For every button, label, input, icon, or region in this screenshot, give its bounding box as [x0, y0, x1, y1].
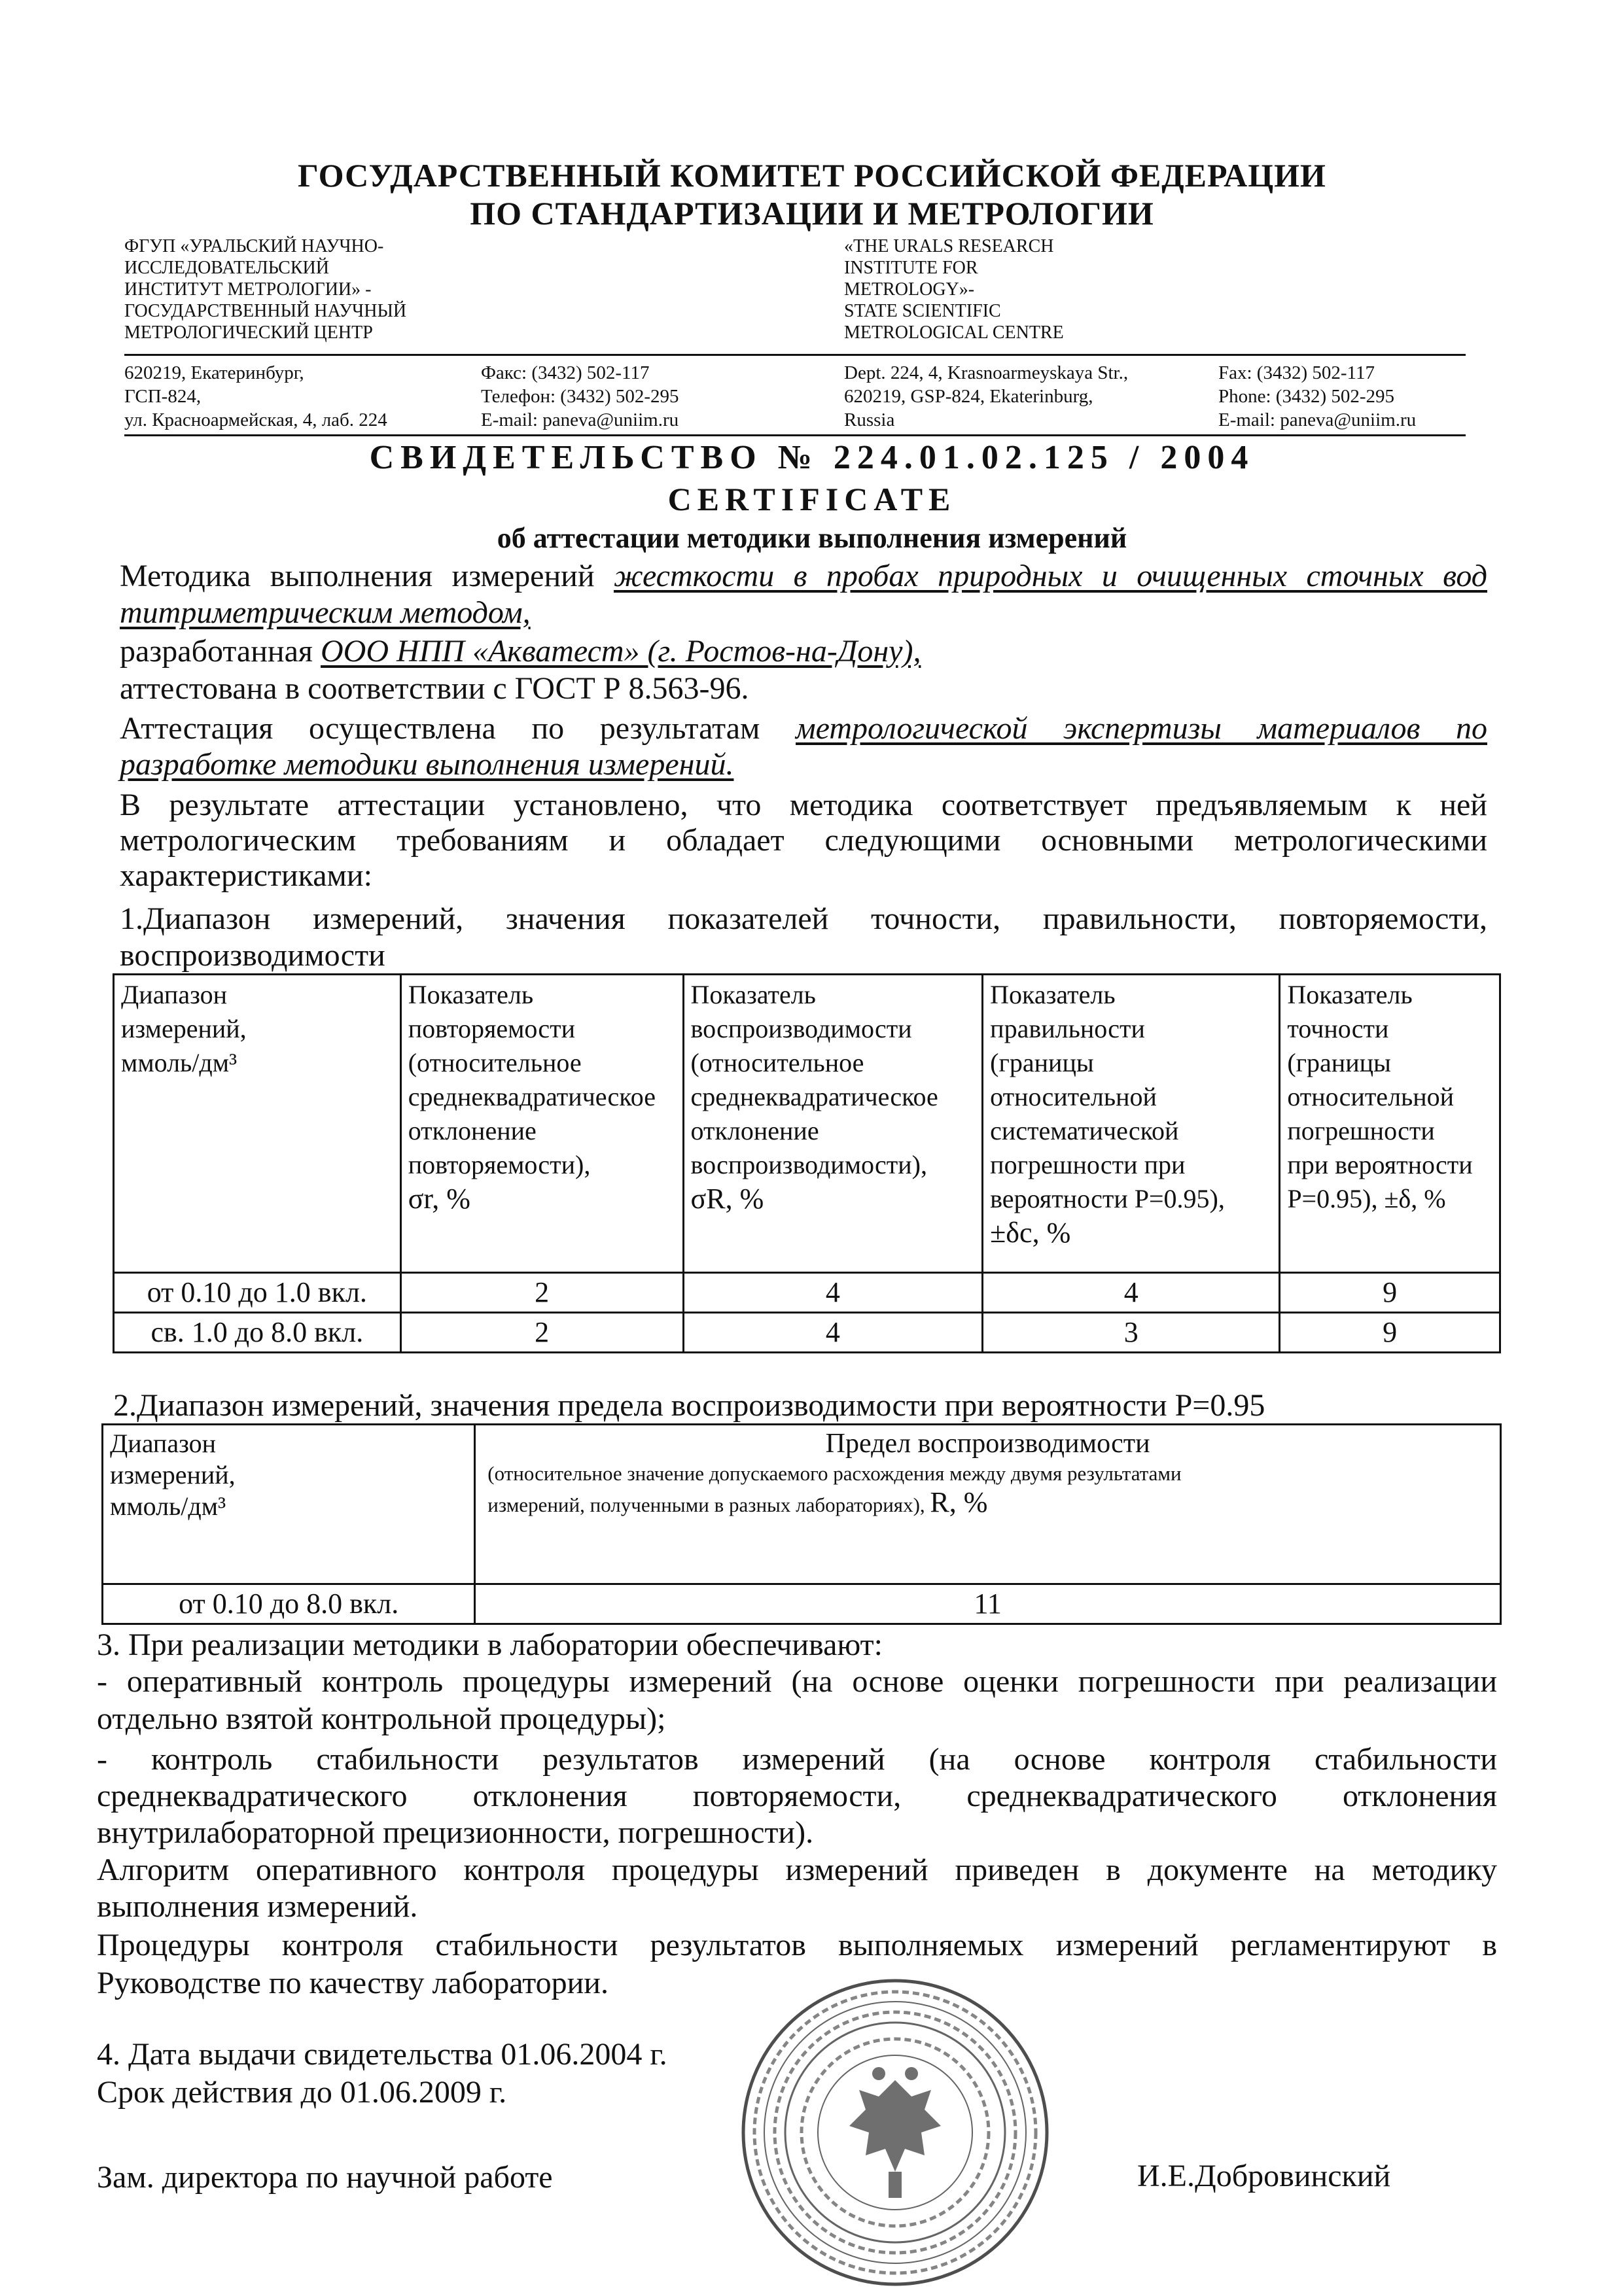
- section3-procedures-line2: Руководстве по качеству лаборатории.: [97, 1966, 609, 2000]
- table-row: [114, 1273, 1500, 1313]
- header-repeatability: Показатель повторяемости (относительное среднеквадратическое отклонение повторяемости), σr, %: [400, 975, 683, 1273]
- section3-algorithm-line1: Алгоритм оперативного контроля процедуры измерений приведен в документе на методику: [97, 1852, 1497, 1887]
- section1-title-line1: 1.Диапазон измерений, значения показателей точности, правильности, повторяемости,: [120, 901, 1487, 936]
- table-cell-value: 2: [400, 1313, 683, 1353]
- table-cell-range: от 0.10 до 8.0 вкл.: [103, 1584, 475, 1624]
- paragraph-developer: разработанная ООО НПП «Акватест» (г. Ростов-на-Дону),: [120, 634, 921, 669]
- table-cell-value: 9: [1280, 1273, 1500, 1313]
- email-link-en[interactable]: E-mail: paneva@uniim.ru: [1218, 409, 1417, 430]
- signatory-position: Зам. директора по научной работе: [97, 2160, 553, 2195]
- characteristics-table: [113, 973, 1501, 1353]
- certificate-number: СВИДЕТЕЛЬСТВО № 224.01.02.125 / 2004: [369, 439, 1255, 476]
- email-link-ru[interactable]: E-mail: paneva@uniim.ru: [481, 409, 679, 430]
- certificate-subtitle: об аттестации методики выполнения измерений: [497, 522, 1127, 554]
- paragraph-attestation-line1: Аттестация осуществлена по результатам метрологической экспертизы материалов по: [120, 711, 1488, 746]
- table-cell-value: 4: [983, 1273, 1280, 1313]
- table-cell-value: 4: [683, 1313, 983, 1353]
- table-header-row: [103, 1425, 1501, 1584]
- section1-title-line2: воспроизводимости: [120, 938, 385, 973]
- table-cell-range: от 0.10 до 1.0 вкл.: [114, 1273, 401, 1313]
- paragraph-result-line3: характеристиками:: [120, 858, 372, 893]
- section3-bullet2-line2: среднеквадратического отклонения повторяемости, среднеквадратического отклонения: [97, 1779, 1497, 1813]
- official-seal-icon: [732, 1969, 1059, 2296]
- paragraph-attestation-line2: разработке методики выполнения измерений.: [120, 747, 734, 782]
- header-range: Диапазон измерений, ммоль/дм³: [103, 1425, 475, 1584]
- paragraph-method-line1: Методика выполнения измерений жесткости в пробах природных и очищенных сточных вод: [120, 559, 1488, 593]
- header-rule-top: [124, 354, 1466, 356]
- header-accuracy: Показатель точности (границы относительной погрешности при вероятности Р=0.95), ±δ, %: [1280, 975, 1500, 1273]
- table-cell-value: 2: [400, 1273, 683, 1313]
- table-cell-value: 11: [475, 1584, 1501, 1624]
- section3-bullet2-line3: внутрилабораторной прецизионности, погрешности).: [97, 1815, 814, 1850]
- section3-title: 3. При реализации методики в лаборатории обеспечивают:: [97, 1627, 883, 1662]
- address-en: Dept. 224, 4, Krasnoarmeyskaya Str., 620219, GSP-824, Ekaterinburg, Russia: [844, 362, 1129, 430]
- paragraph-method-line2: титриметрическим методом,: [120, 595, 531, 630]
- header-trueness: Показатель правильности (границы относительной систематической погрешности при вероятности Р=0.95), ±δc, %: [983, 975, 1280, 1273]
- validity-date: Срок действия до 01.06.2009 г.: [97, 2075, 507, 2110]
- section2-title: 2.Диапазон измерений, значения предела воспроизводимости при вероятности Р=0.95: [113, 1388, 1265, 1423]
- signatory-name: И.Е.Добровинский: [1137, 2159, 1391, 2193]
- paragraph-result-line1: В результате аттестации установлено, что методика соответствует предъявляемым к ней: [120, 788, 1487, 822]
- contacts-en: Fax: (3432) 502-117 Phone: (3432) 502-295 E-mail: paneva@uniim.ru: [1218, 361, 1467, 432]
- org-name-en: «THE URALS RESEARCH INSTITUTE FOR METROLOGY»- STATE SCIENTIFIC METROLOGICAL CENTRE: [844, 236, 1064, 343]
- issue-date: 4. Дата выдачи свидетельства 01.06.2004 г.: [97, 2037, 667, 2072]
- paragraph-result-line2: метрологическим требованиям и обладает следующими основными метрологическими: [120, 823, 1487, 858]
- contacts-ru: Факс: (3432) 502-117 Телефон: (3432) 502-295 E-mail: paneva@uniim.ru: [481, 361, 808, 432]
- section3-bullet1-line1: - оперативный контроль процедуры измерений (на основе оценки погрешности при реализации: [97, 1664, 1497, 1699]
- section3-bullet1-line2: отдельно взятой контрольной процедуры);: [97, 1701, 666, 1736]
- paragraph-gost: аттестована в соответствии с ГОСТ Р 8.563-96.: [120, 671, 749, 706]
- reproducibility-limit-table: [101, 1423, 1502, 1625]
- section3-algorithm-line2: выполнения измерений.: [97, 1889, 418, 1924]
- certificate-english: CERTIFICATE: [667, 481, 957, 517]
- address-ru: 620219, Екатеринбург, ГСП-824, ул. Красноармейская, 4, лаб. 224: [124, 362, 387, 430]
- table-cell-value: 9: [1280, 1313, 1500, 1353]
- section3-procedures-line1: Процедуры контроля стабильности результатов выполняемых измерений регламентируют в: [97, 1928, 1497, 1962]
- table-header-row: [114, 975, 1500, 1273]
- header-range: Диапазон измерений, ммоль/дм³: [114, 975, 401, 1273]
- committee-title-line1: ГОСУДАРСТВЕННЫЙ КОМИТЕТ РОССИЙСКОЙ ФЕДЕРАЦИИ: [298, 157, 1326, 194]
- method-subject: жесткости в пробах природных и очищенных сточных вод: [613, 559, 1488, 593]
- org-name-ru: ФГУП «УРАЛЬСКИЙ НАУЧНО- ИССЛЕДОВАТЕЛЬСКИЙ ИНСТИТУТ МЕТРОЛОГИИ» - ГОСУДАРСТВЕННЫЙ НАУЧНЫЙ МЕТРОЛОГИЧЕСКИЙ ЦЕНТР: [124, 236, 407, 343]
- section3-bullet2-line1: - контроль стабильности результатов измерений (на основе контроля стабильности: [97, 1742, 1497, 1777]
- table-cell-value: 3: [983, 1313, 1280, 1353]
- header-reproducibility: Показатель воспроизводимости (относительное среднеквадратическое отклонение воспроизводимости), σR, %: [683, 975, 983, 1273]
- table-row: [103, 1584, 1501, 1624]
- committee-title-line2: ПО СТАНДАРТИЗАЦИИ И МЕТРОЛОГИИ: [470, 195, 1154, 232]
- table-row: [114, 1313, 1500, 1353]
- developer-name: ООО НПП «Акватест» (г. Ростов-на-Дону),: [320, 634, 921, 669]
- header-reproducibility-limit: Предел воспроизводимости (относительное значение допускаемого расхождения между двумя результатами измерений, полученными в разных лабораториях), R, %: [475, 1425, 1501, 1584]
- table-cell-range: св. 1.0 до 8.0 вкл.: [114, 1313, 401, 1353]
- table-cell-value: 4: [683, 1273, 983, 1313]
- header-rule-bottom: [124, 434, 1466, 436]
